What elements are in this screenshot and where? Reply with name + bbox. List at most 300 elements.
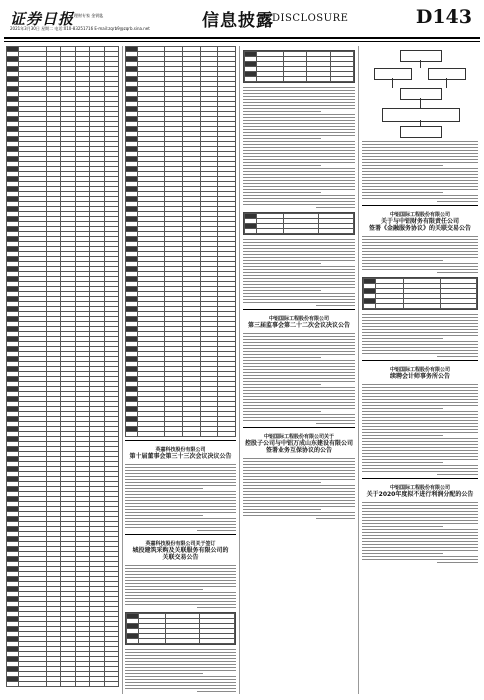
text-line [362, 462, 443, 463]
table-cell [376, 304, 404, 309]
table-cell [61, 682, 75, 687]
text-line [362, 447, 478, 448]
table-cell [138, 432, 165, 437]
text-line [362, 257, 478, 258]
text-line [125, 658, 236, 659]
text-line [125, 670, 236, 671]
signature-line [437, 201, 478, 202]
text-line [243, 269, 355, 270]
text-line [243, 102, 355, 103]
text-line [125, 655, 236, 656]
text-line [362, 520, 478, 521]
text-line [243, 129, 355, 130]
text-line [243, 414, 355, 415]
text-line [362, 335, 478, 336]
text-line [243, 405, 355, 406]
text-line [243, 180, 355, 181]
table-cell [19, 682, 47, 687]
notice-heading [362, 485, 478, 498]
notice-title: 控股子公司与中铝万成山东建设有限公司 [244, 440, 353, 447]
text-line [243, 342, 355, 343]
notice-body [362, 236, 478, 273]
org-flowchart [362, 46, 478, 138]
text-line [243, 123, 355, 124]
table-row [7, 682, 119, 687]
text-line [362, 453, 478, 454]
text-line [362, 180, 478, 181]
notice-title: 关于与中铝财务有限责任公司 [380, 218, 459, 225]
text-line [125, 649, 236, 650]
text-line [362, 251, 478, 252]
text-line [243, 87, 355, 88]
text-line [362, 511, 478, 512]
text-line [243, 242, 355, 243]
text-line [362, 192, 443, 193]
text-line [243, 278, 355, 279]
text-line [362, 417, 478, 418]
text-line [125, 571, 236, 572]
text-line [125, 664, 236, 665]
text-line [125, 682, 236, 683]
text-line [243, 369, 355, 370]
table-cell [330, 77, 353, 82]
notice-heading [125, 541, 236, 561]
text-line [243, 488, 355, 489]
notice-company: 英嘉科技股份有限公司关于签订 [145, 541, 216, 547]
text-line [243, 204, 355, 205]
text-line [362, 168, 478, 169]
text-line [243, 162, 355, 163]
notice-small-table [125, 612, 236, 645]
text-line [362, 177, 478, 178]
text-line [362, 353, 478, 354]
text-line [362, 341, 478, 342]
text-line [243, 135, 355, 136]
table-row [364, 304, 477, 309]
signature-line [197, 607, 236, 608]
text-line [243, 105, 355, 106]
text-line [362, 350, 478, 351]
text-line [243, 150, 355, 151]
column-3-mid-table [243, 212, 355, 235]
text-line [243, 93, 355, 94]
text-line [125, 476, 236, 477]
text-line [125, 485, 236, 486]
notice-title: 城投建筑采购及关联服务有限公司的 [132, 547, 229, 554]
text-line [362, 559, 478, 560]
text-line [125, 488, 203, 489]
text-line [243, 272, 355, 273]
flowchart-box [374, 68, 412, 80]
text-line [125, 604, 236, 605]
text-line [362, 248, 478, 249]
text-line [125, 589, 203, 590]
notice-body [243, 239, 355, 306]
notice-body [243, 458, 355, 519]
table-cell [245, 229, 257, 234]
text-line [243, 147, 355, 148]
text-line [125, 685, 236, 686]
text-line [243, 299, 355, 300]
notice-small-table-grid [126, 613, 235, 644]
text-line [362, 189, 478, 190]
text-line [243, 260, 355, 261]
section-rule [125, 440, 236, 441]
text-line [362, 526, 443, 527]
text-line [243, 141, 355, 142]
text-line [125, 652, 236, 653]
text-line [362, 523, 478, 524]
text-line [362, 347, 478, 348]
text-line [243, 470, 355, 471]
text-line [243, 266, 355, 267]
text-line [243, 293, 355, 294]
text-line [362, 150, 478, 151]
text-line [362, 323, 478, 324]
table-cell [245, 77, 257, 82]
table-cell [200, 432, 218, 437]
table-cell [90, 682, 104, 687]
table-cell [165, 432, 183, 437]
text-line [362, 141, 478, 142]
text-line [362, 186, 478, 187]
text-line [243, 464, 355, 465]
text-line [243, 417, 355, 418]
text-line [362, 390, 478, 391]
section-title-en: DISCLOSURE [272, 13, 349, 24]
text-line [362, 411, 478, 412]
text-line [243, 458, 355, 459]
notice-title: 第三届监事会第二十二次会议决议公告 [247, 322, 350, 329]
text-line [243, 494, 355, 495]
text-line [362, 408, 443, 409]
text-line [243, 348, 355, 349]
text-line [362, 514, 478, 515]
text-line [362, 505, 478, 506]
newspaper-slogan: 理财专家 金钥匙 [74, 13, 104, 18]
text-line [243, 117, 355, 118]
column-4-table-grid [363, 278, 477, 309]
text-line [362, 450, 478, 451]
text-line [243, 90, 355, 91]
text-line [243, 491, 355, 492]
text-line [243, 195, 355, 196]
text-line [243, 186, 355, 187]
notice-heading [125, 447, 236, 460]
text-line [125, 598, 236, 599]
text-line [362, 550, 478, 551]
text-line [362, 420, 478, 421]
text-line [125, 580, 236, 581]
text-line [362, 538, 478, 539]
table-cell [127, 639, 139, 644]
text-line [125, 577, 236, 578]
table-cell [200, 639, 235, 644]
text-line [243, 411, 321, 412]
text-line [125, 574, 236, 575]
text-line [125, 467, 236, 468]
notice-body [125, 649, 236, 692]
text-line [243, 156, 355, 157]
text-line [243, 476, 355, 477]
text-line [362, 329, 478, 330]
table-cell [319, 229, 354, 234]
table-cell [183, 432, 201, 437]
text-line [362, 471, 478, 472]
text-line [362, 263, 478, 264]
text-line [243, 99, 355, 100]
text-line [125, 688, 236, 689]
column-divider [358, 46, 359, 694]
text-line [362, 314, 478, 315]
table-row [126, 432, 236, 437]
text-line [125, 521, 236, 522]
signature-line [316, 423, 355, 424]
text-line [362, 165, 443, 166]
text-line [125, 512, 236, 513]
text-line [243, 473, 355, 474]
text-line [125, 601, 236, 602]
text-line [243, 372, 355, 373]
notice-company: 英嘉科技股份有限公司 [155, 447, 206, 453]
notice-heading [362, 367, 478, 380]
text-line [243, 506, 355, 507]
text-line [125, 676, 236, 677]
text-line [125, 500, 236, 501]
text-line [362, 171, 478, 172]
text-line [243, 198, 355, 199]
text-line [362, 399, 478, 400]
text-line [243, 402, 355, 403]
text-line [362, 547, 478, 548]
text-line [243, 366, 355, 367]
text-line [243, 111, 321, 112]
text-line [362, 541, 478, 542]
table-cell [307, 77, 330, 82]
text-line [243, 108, 355, 109]
notice-company: 中铝国际工程股份有限公司关于 [263, 434, 334, 440]
text-line [243, 257, 355, 258]
text-line [243, 165, 321, 166]
text-line [243, 378, 355, 379]
flowchart-connector [446, 78, 447, 88]
text-line [362, 429, 478, 430]
text-line [243, 333, 355, 334]
page-number: D143 [415, 6, 472, 28]
notice-body [362, 502, 478, 563]
text-line [243, 515, 355, 516]
text-line [362, 162, 478, 163]
text-line [243, 357, 321, 358]
table-cell [165, 639, 200, 644]
text-line [243, 296, 355, 297]
text-line [125, 518, 236, 519]
notice-body [243, 333, 355, 424]
flowchart-connector [392, 78, 393, 88]
notice-subtitle: 签署业务互保协议的公告 [265, 447, 332, 454]
table-row [245, 229, 354, 234]
text-line [362, 159, 478, 160]
notice-body [362, 384, 478, 475]
table-cell [7, 682, 19, 687]
text-line [243, 201, 355, 202]
column-2 [125, 46, 236, 694]
text-line [125, 583, 236, 584]
text-line [362, 384, 478, 385]
text-line [243, 302, 355, 303]
text-line [362, 423, 478, 424]
signature-line [437, 474, 478, 475]
text-line [362, 153, 478, 154]
text-line [243, 239, 355, 240]
flowchart-box [400, 50, 442, 62]
text-line [125, 592, 236, 593]
column-3 [243, 46, 355, 694]
text-line [362, 556, 478, 557]
text-line [362, 332, 478, 333]
text-line [243, 387, 355, 388]
text-line [362, 236, 478, 237]
section-title: 信息披露 [202, 11, 274, 31]
text-line [243, 275, 355, 276]
text-line [362, 269, 478, 270]
text-line [125, 595, 236, 596]
flowchart-box [428, 68, 466, 80]
notice-company: 中铝国际工程股份有限公司 [268, 316, 329, 322]
table-cell [284, 77, 307, 82]
table-cell [75, 682, 89, 687]
holdings-table [6, 46, 119, 687]
text-line [243, 354, 355, 355]
text-line [362, 254, 478, 255]
text-line [243, 381, 355, 382]
text-line [362, 535, 478, 536]
table-row [127, 639, 235, 644]
section-rule [362, 478, 478, 479]
text-line [362, 393, 478, 394]
text-line [243, 245, 355, 246]
signature-line [316, 518, 355, 519]
text-line [125, 503, 236, 504]
notice-company: 中铝国际工程股份有限公司 [389, 485, 450, 491]
text-line [362, 553, 443, 554]
table-cell [218, 432, 236, 437]
table-cell [104, 682, 118, 687]
table-cell [47, 682, 61, 687]
text-line [243, 287, 355, 288]
text-line [362, 468, 478, 469]
text-line [243, 192, 321, 193]
text-line [125, 527, 236, 528]
notice-subtitle: 签署《金融服务协议》的关联交易公告 [368, 225, 471, 232]
notice-body [243, 87, 355, 208]
text-line [125, 565, 236, 566]
text-line [125, 482, 236, 483]
text-line [125, 473, 236, 474]
text-line [362, 198, 478, 199]
text-line [362, 432, 478, 433]
notice-company: 中铝国际工程股份有限公司 [389, 367, 450, 373]
text-line [243, 159, 355, 160]
text-line [243, 485, 355, 486]
text-line [243, 281, 355, 282]
text-line [125, 491, 236, 492]
notice-body [125, 565, 236, 608]
text-line [243, 138, 321, 139]
text-line [362, 320, 478, 321]
text-line [243, 408, 355, 409]
signature-line [437, 356, 478, 357]
text-line [243, 396, 355, 397]
text-line [362, 147, 478, 148]
table-cell [440, 304, 476, 309]
text-line [362, 338, 443, 339]
text-line [243, 345, 355, 346]
text-line [243, 171, 355, 172]
text-line [125, 506, 236, 507]
text-line [125, 509, 236, 510]
flowchart-connector [420, 60, 421, 68]
text-line [243, 177, 355, 178]
text-line [243, 144, 355, 145]
table-cell [126, 432, 138, 437]
section-rule [243, 309, 355, 310]
section-rule [362, 205, 478, 206]
text-line [243, 399, 355, 400]
text-line [243, 479, 355, 480]
text-line [243, 500, 355, 501]
text-line [125, 464, 236, 465]
text-line [243, 461, 355, 462]
text-line [362, 532, 478, 533]
text-line [362, 156, 478, 157]
text-line [125, 586, 236, 587]
text-line [362, 317, 478, 318]
text-line [243, 390, 355, 391]
notice-subtitle: 关联交易公告 [162, 554, 199, 561]
notice-heading [243, 316, 355, 329]
flowchart-box [382, 108, 460, 122]
text-line [243, 497, 355, 498]
text-line [243, 114, 355, 115]
table-row [245, 77, 354, 82]
header-rule-thin [4, 41, 480, 42]
text-line [243, 284, 355, 285]
text-line [125, 661, 236, 662]
column-3-mid-table-grid [244, 213, 354, 234]
text-line [362, 459, 478, 460]
text-line [362, 517, 478, 518]
text-line [362, 242, 478, 243]
text-line [362, 426, 478, 427]
column-divider [122, 46, 123, 694]
text-line [243, 503, 355, 504]
text-line [362, 396, 478, 397]
notice-body [362, 141, 478, 202]
text-line [125, 497, 236, 498]
text-line [243, 351, 355, 352]
text-line [243, 384, 321, 385]
notice-company: 中铝国际工程股份有限公司 [389, 212, 450, 218]
text-line [243, 174, 355, 175]
text-line [243, 420, 355, 421]
column-3-top-table-grid [244, 51, 354, 82]
text-line [243, 126, 355, 127]
text-line [362, 387, 478, 388]
text-line [362, 529, 478, 530]
notice-title: 关于2020年度拟不进行利润分配的公告 [366, 491, 474, 498]
notice-body [362, 314, 478, 357]
